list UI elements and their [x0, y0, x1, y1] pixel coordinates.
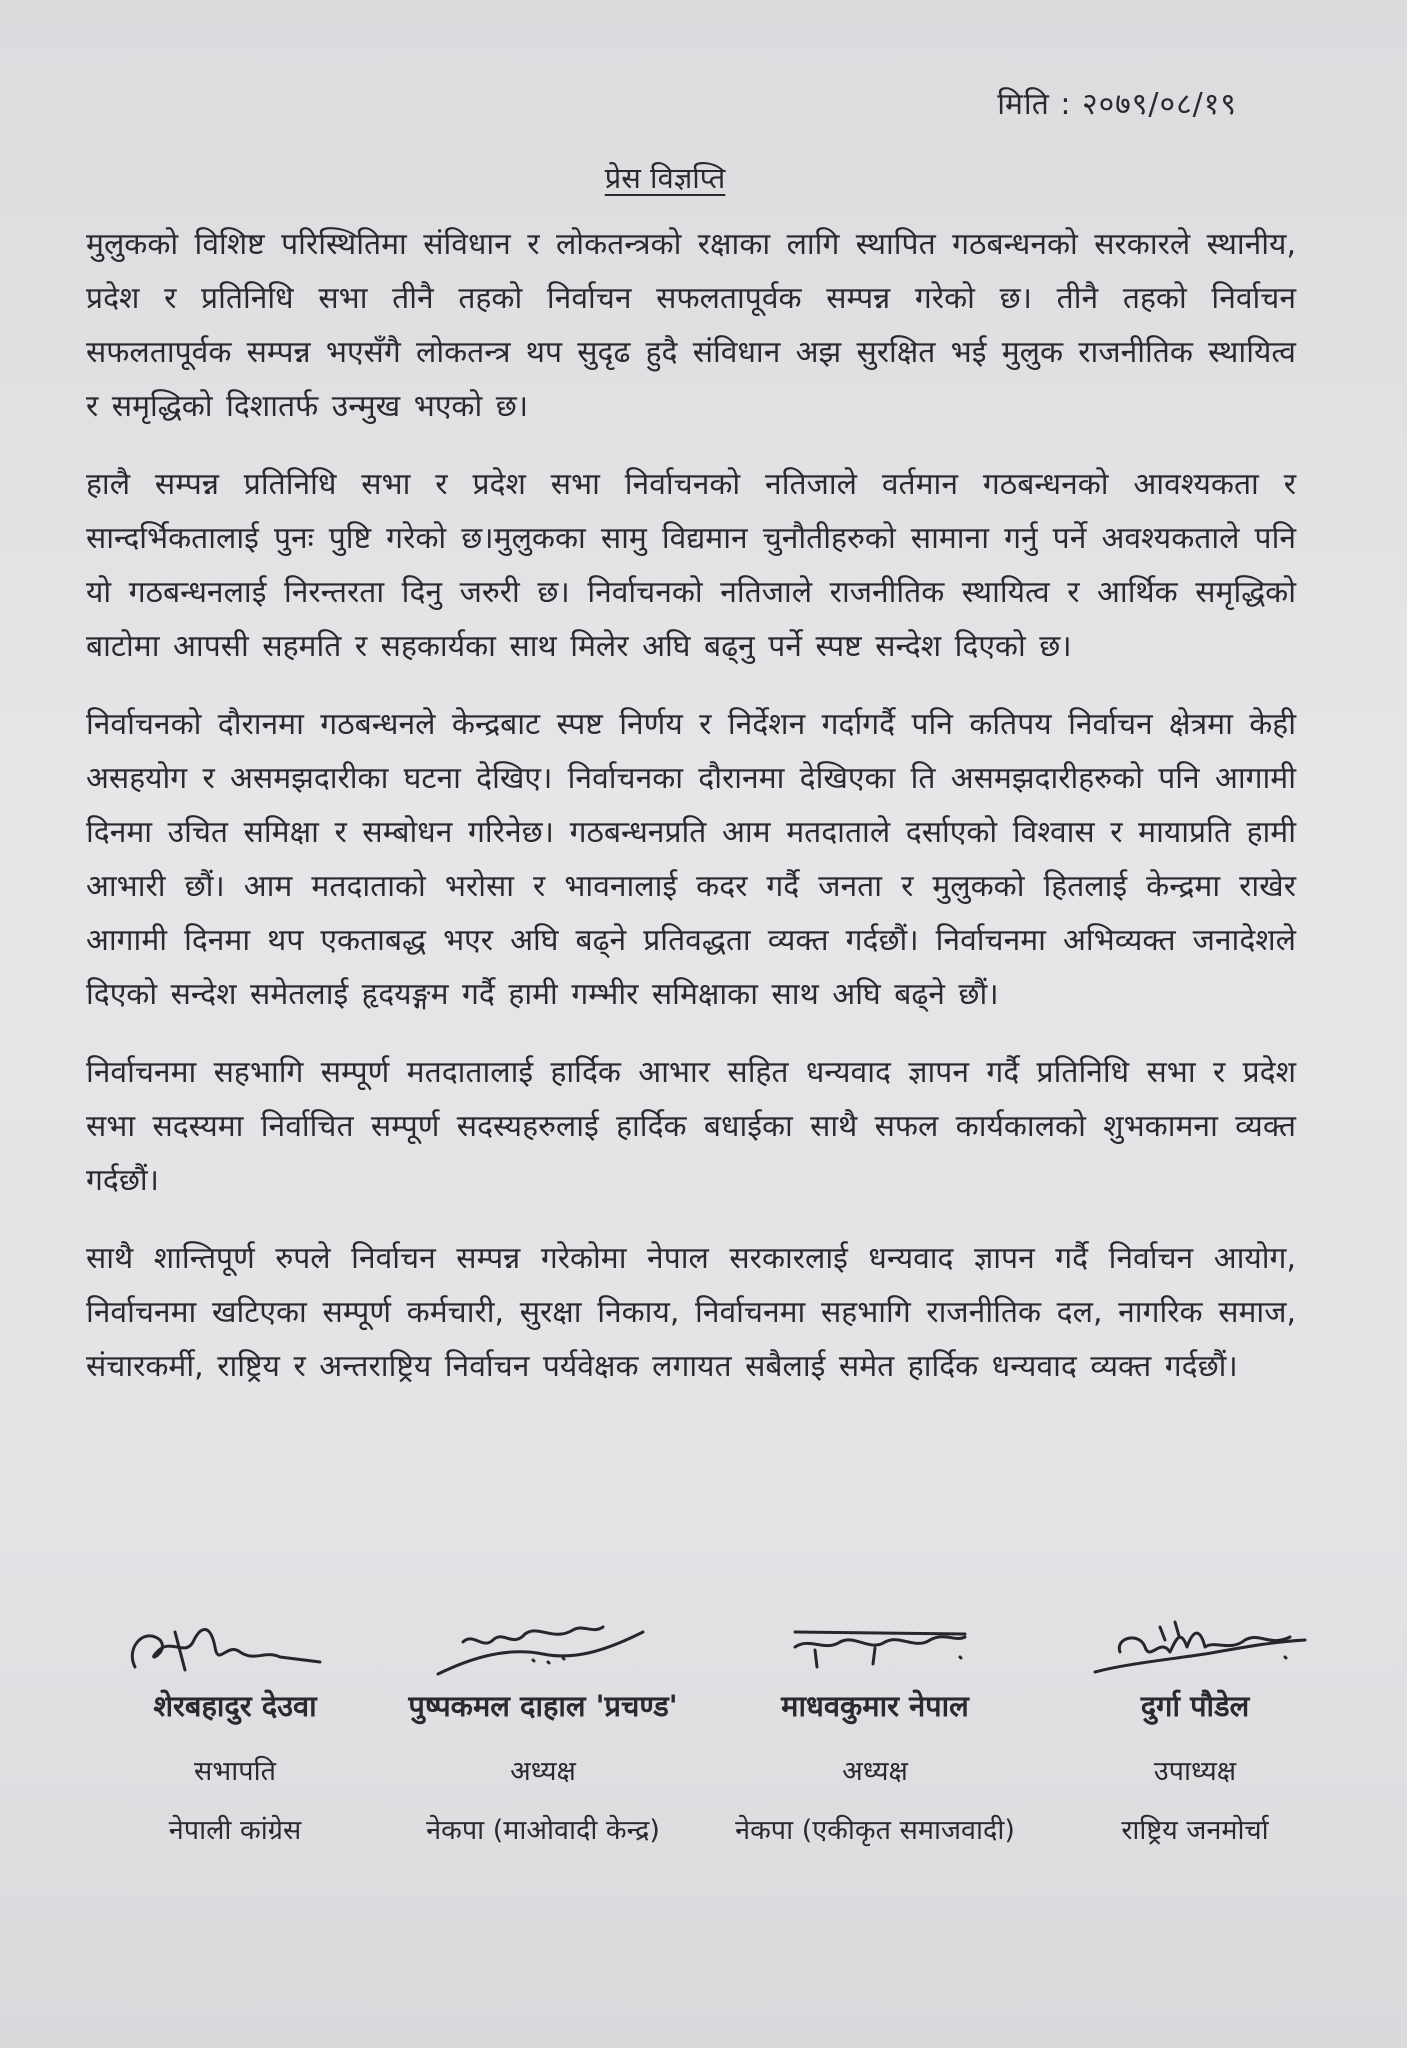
signatory-role: उपाध्यक्ष: [1153, 1756, 1237, 1787]
signatory-role: अध्यक्ष: [510, 1756, 576, 1787]
paragraph-1: मुलुकको विशिष्ट परिस्थितिमा संविधान र लोकतन्त्रको रक्षाका लागि स्थापित गठबन्धनको सरकारले स्थानीय, प्रदेश र प्रतिनिधि सभा तीनै तहको निर्वाचन सफलतापूर्वक सम्पन्न गरेको छ। तीनै तहको निर्वाचन सफलतापूर्वक सम्पन्न भएसँगै लोकतन्त्र थप सुदृढ हुदै संविधान अझ सुरक्षित भई मुलुक राजनीतिक स्थायित्व र समृद्धिको दिशातर्फ उन्मुख भएको छ।: [86, 227, 1296, 424]
paragraph-3: निर्वाचनको दौरानमा गठबन्धनले केन्द्रबाट स्पष्ट निर्णय र निर्देशन गर्दागर्दै पनि कतिपय निर्वाचन क्षेत्रमा केही असहयोग र असमझदारीका घटना देखिए। निर्वाचनका दौरानमा देखिएका ति असमझदारीहरुको पनि आगामी दिनमा उचित समिक्षा र सम्बोधन गरिनेछ। गठबन्धनप्रति आम मतदाताले दर्साएको विश्वास र मायाप्रति हामी आभारी छौं। आम मतदाताको भरोसा र भावनालाई कदर गर्दै जनता र मुलुकको हितलाई केन्द्रमा राखेर आगामी दिनमा थप एकताबद्ध भएर अघि बढ्ने प्रतिवद्धता व्यक्त गर्दछौं। निर्वाचनमा अभिव्यक्त जनादेशले दिएको सन्देश समेतलाई हृदयङ्गम गर्दै हामी गम्भीर समिक्षाका साथ अघि बढ्ने छौं।: [86, 707, 1296, 1012]
signatory-name: माधवकुमार नेपाल: [781, 1689, 969, 1723]
signatory-2: [378, 1612, 708, 1872]
signatory-name: शेरबहादुर देउवा: [153, 1689, 317, 1723]
signatory-name: पुष्पकमल दाहाल 'प्रचण्ड': [408, 1689, 678, 1723]
signatory-party: राष्ट्रिय जनमोर्चा: [1121, 1815, 1269, 1846]
signatory-1: [70, 1612, 400, 1872]
signatory-role: सभापति: [194, 1756, 276, 1787]
signatory-party: नेकपा (एकीकृत समाजवादी): [735, 1815, 1015, 1846]
signatory-party: नेपाली कांग्रेस: [168, 1815, 302, 1846]
signature-block: [70, 1612, 1360, 1872]
document-body: [86, 218, 1296, 1418]
handwritten-signature-1: [115, 1612, 355, 1682]
handwritten-signature-4: [1065, 1612, 1325, 1682]
signatory-3: [710, 1612, 1040, 1872]
paragraph-5: साथै शान्तिपूर्ण रुपले निर्वाचन सम्पन्न गरेकोमा नेपाल सरकारलाई धन्यवाद ज्ञापन गर्दै निर्वाचन आयोग, निर्वाचनमा खटिएका सम्पूर्ण कर्मचारी, सुरक्षा निकाय, निर्वाचनमा सहभागि राजनीतिक दल, नागरिक समाज, संचारकर्मी, राष्ट्रिय र अन्तराष्ट्रिय निर्वाचन पर्यवेक्षक लगायत सबैलाई समेत हार्दिक धन्यवाद व्यक्त गर्दछौं।: [86, 1241, 1296, 1384]
signatory-party: नेकपा (माओवादी केन्द्र): [426, 1815, 660, 1846]
handwritten-signature-2: [413, 1612, 673, 1682]
document-title: प्रेस विज्ञप्ति: [604, 161, 726, 195]
signatory-name: दुर्गा पौडेल: [1140, 1689, 1250, 1723]
paragraph-2: हालै सम्पन्न प्रतिनिधि सभा र प्रदेश सभा निर्वाचनको नतिजाले वर्तमान गठबन्धनको आवश्यकता र सान्दर्भिकतालाई पुनः पुष्टि गरेको छ।मुलुकका सामु विद्यमान चुनौतीहरुको सामाना गर्नु पर्ने अवश्यकताले पनि यो गठबन्धनलाई निरन्तरता दिनु जरुरी छ। निर्वाचनको नतिजाले राजनीतिक स्थायित्व र आर्थिक समृद्धिको बाटोमा आपसी सहमति र सहकार्यका साथ मिलेर अघि बढ्नु पर्ने स्पष्ट सन्देश दिएको छ।: [86, 467, 1296, 664]
handwritten-signature-3: [755, 1612, 995, 1682]
document-date: मिति : २०७९/०८/१९: [997, 87, 1237, 122]
signatory-4: [1030, 1612, 1360, 1872]
signatory-role: अध्यक्ष: [842, 1756, 908, 1787]
paragraph-4: निर्वाचनमा सहभागि सम्पूर्ण मतदातालाई हार्दिक आभार सहित धन्यवाद ज्ञापन गर्दै प्रतिनिधि सभा र प्रदेश सभा सदस्यमा निर्वाचित सम्पूर्ण सदस्यहरुलाई हार्दिक बधाईका साथै सफल कार्यकालको शुभकामना व्यक्त गर्दछौं।: [86, 1055, 1296, 1198]
